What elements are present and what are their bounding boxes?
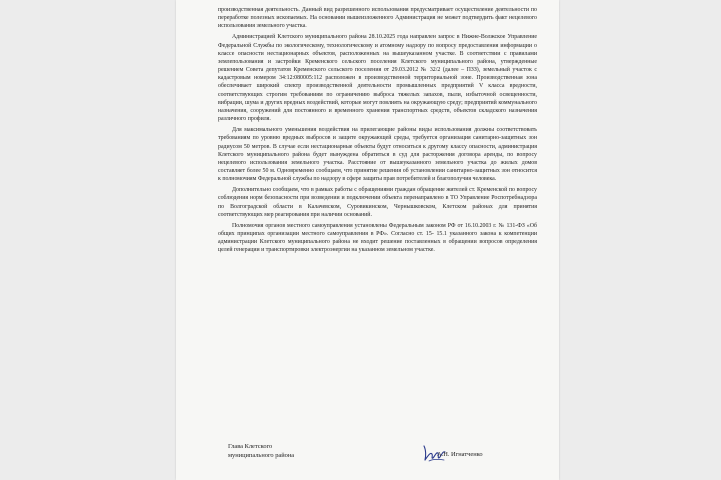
document-body xyxy=(218,6,537,258)
signatory-title xyxy=(228,442,348,460)
paragraph-3: Для максимального уменьшения воздействия на прилегающие районы виды использования должны соответствовать требованиям по уровню вредных выбросов и защите окружающей среды, требуется организация санитарно-защитных зон радиусом 50 метров. В случае если нестационарные объекты будут относиться к другому классу опасности, администрация Клетского муниципального района будет вынуждена обратиться в суд для расторжения договора аренды, по вопросу нецелевого использования земельного участка. Расстояние от вышеуказанного земельного участка до жилых домов составляет более 50 м. Одновременно сообщаем, что принятие решения об установлении санитарно-защитных зон относится к полномочиям Федеральной службы по надзору в сфере защиты прав потребителей и благополучия человека. xyxy=(218,127,537,183)
signatory-title-line-1: Глава Клетского xyxy=(228,443,273,450)
signatory-title-line-2: муниципального района xyxy=(228,452,295,459)
paragraph-4: Дополнительно сообщаем, что в рамках работы с обращениями граждан обращение жителей ст. Кременской по вопросу соблюдения норм безопасности при возведении и подключении объекта перенаправлено в ТО Управление Роспотребнадзора по Волгоградской области в Калачевском, Суровикинском, Чернышковском, Клетском районах для принятия соответствующих мер реагирования при наличии оснований. xyxy=(218,187,537,218)
signature-block xyxy=(228,442,539,472)
document-page xyxy=(176,0,559,480)
paragraph-5: Полномочия органов местного самоуправления установлены Федеральным законом РФ от 16.10.2003 г. № 131-ФЗ «Об общих принципах организации местного самоуправления в РФ». Согласно ст. 15- 15.1 указанного закона к компетенции администрации Клетского муниципального района не входит решение поставленных в обращении вопросов определения целей генерации и транспортировки электроэнергии на указанном земельном участке. xyxy=(218,222,537,254)
signatory-name: А.Н. Игнатченко xyxy=(437,451,483,458)
paragraph-1: производственная деятельность. Данный вид разрешенного использования предусматривает осуществление деятельности по переработке полезных ископаемых. На основании вышеизложенного Администрация не может подтвердить факт нецелевого использования земельного участка. xyxy=(218,7,537,30)
paragraph-2: Администрацией Клетского муниципального района 28.10.2025 года направлен запрос в Нижне-Волжское Управление Федеральной Службы по экологическому, технологическому и атомному надзору по вопросу предоставления информации о классе опасности нестационарных объектов, расположенных на вышеуказанном участке. В соответствии с правилами землепользования и застройки Кременского сельского поселения Клетского муниципального района, утвержденные решением Совета депутатов Кременского сельского поселения от 29.03.2012 № 32/2 (далее – ПЗЗ), земельный участок с кадастровым номером 34:12:080005:112 расположен в производственной территориальной зоне. Производственная зона обеспечивает широкий спектр производственной деятельности промышленных предприятий V класса вредности, соответствующих строгим требованиям по ограничению выброса тяжелых запахов, пыли, избыточной освещенности, вибрации, шума и других вредных воздействий, которые могут повлиять на окружающую среду; предприятий коммунального назначения, сооружений для постоянного и временного хранения транспортных средств, объектов складского назначения различного профиля. xyxy=(218,34,537,123)
